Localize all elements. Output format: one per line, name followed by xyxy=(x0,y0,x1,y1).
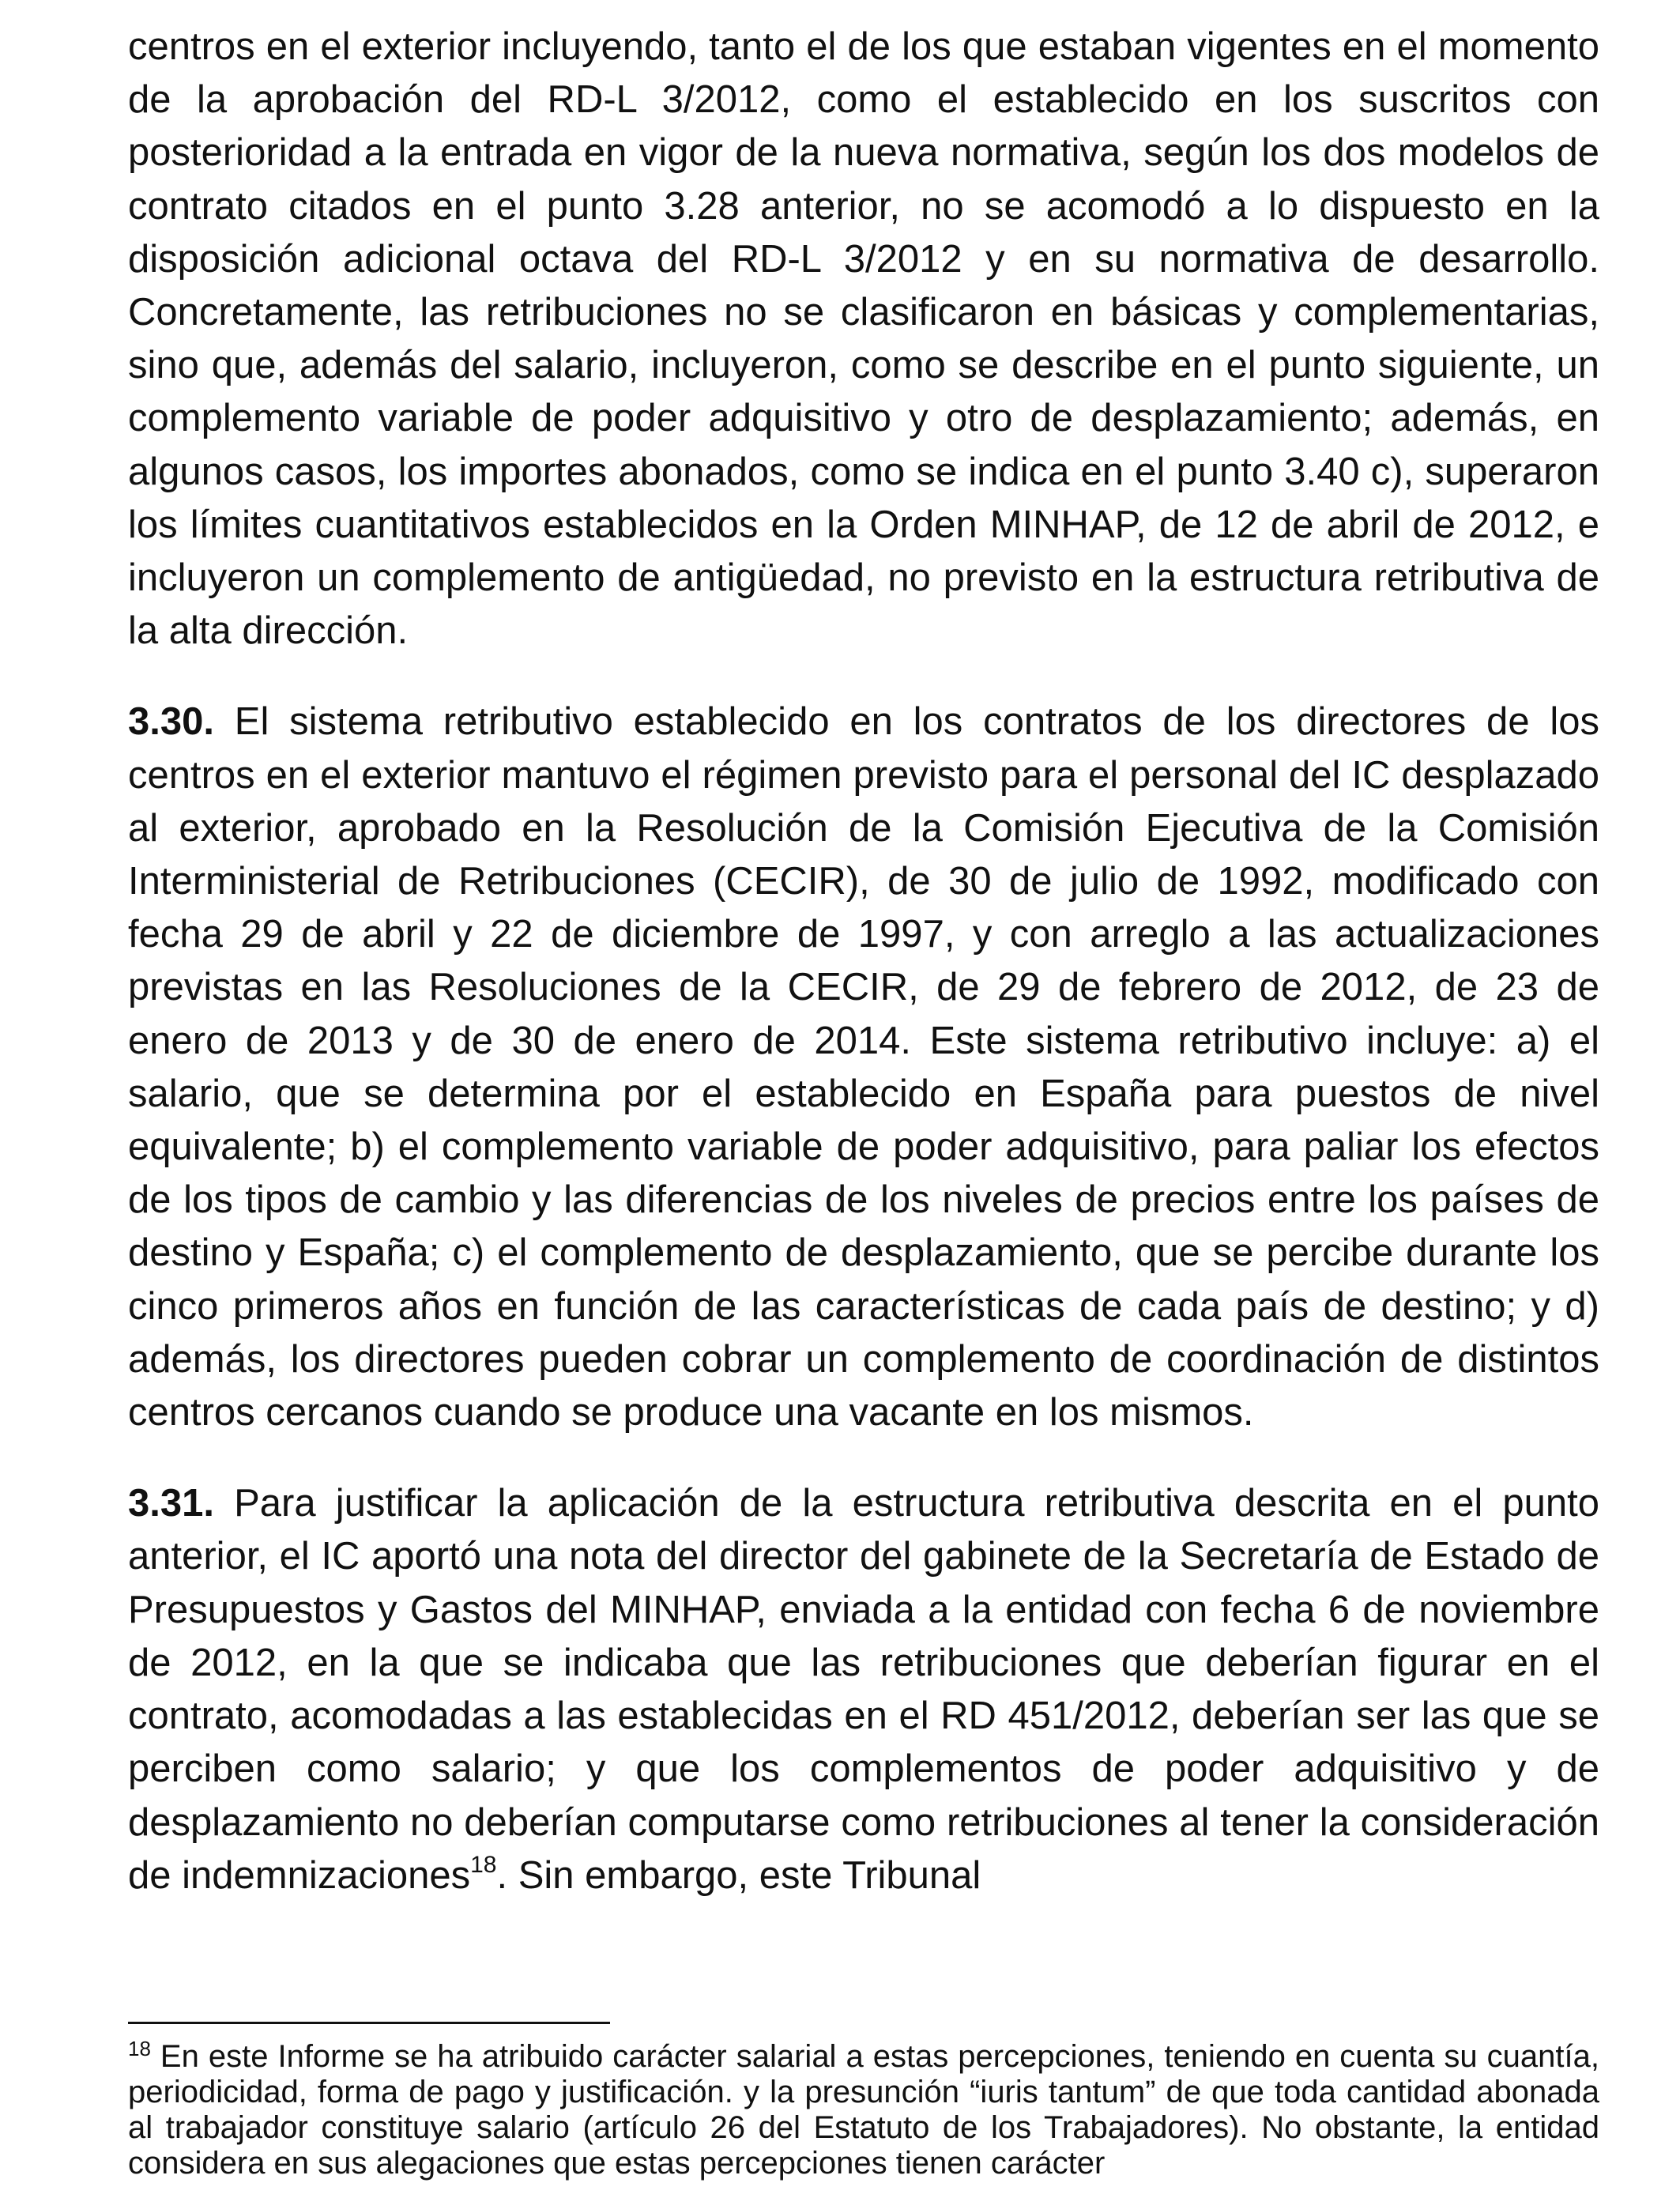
document-body xyxy=(128,21,1599,1902)
paragraph-number: 3.31. xyxy=(128,1482,214,1525)
footnote-reference[interactable]: 18 xyxy=(470,1851,497,1878)
paragraph-text: centros en el exterior incluyendo, tanto el de los que estaban vigentes en el momento de la aprobación del RD-L 3/2012, como el establecido en los suscritos con posterioridad a la entrada en vigor de la nueva normativa, según los dos modelos de contrato citados en el punto 3.28 anterior, no se acomodó a lo dispuesto en la disposición adicional octava del RD-L 3/2012 y en su normativa de desarrollo. Concretamente, las retribuciones no se clasificaron en básicas y complementarias, sino que, además del salario, incluyeron, como se describe en el punto siguiente, un complemento variable de poder adquisitivo y otro de desplazamiento; además, en algunos casos, los importes abonados, como se indica en el punto 3.40 c), superaron los límites cuantitativos establecidos en la Orden MINHAP, de 12 de abril de 2012, e incluyeron un complemento de antigüedad, no previsto en la estructura retributiva de la alta dirección. xyxy=(128,25,1599,653)
paragraph-continuation xyxy=(128,21,1599,658)
footnote-text: En este Informe se ha atribuido carácter salarial a estas percepciones, teniendo en cuenta su cuantía, periodicidad, forma de pago y justificación. y la presunción “iuris tantum” de que toda cantidad abonada al trabajador constituye salario (artículo 26 del Estatuto de los Trabajadores). No obstante, la entidad considera en sus alegaciones que estas percepciones tienen carácter xyxy=(128,2039,1599,2181)
paragraph-3-30 xyxy=(128,696,1599,1439)
paragraph-number: 3.30. xyxy=(128,700,214,744)
footnote-separator xyxy=(128,2022,610,2024)
paragraph-3-31 xyxy=(128,1477,1599,1902)
paragraph-text: El sistema retributivo establecido en los contratos de los directores de los centros en el exterior mantuvo el régimen previsto para el personal del IC desplazado al exterior, aprobado en la Resolución de la Comisión Ejecutiva de la Comisión Interministerial de Retribuciones (CECIR), de 30 de julio de 1992, modificado con fecha 29 de abril y 22 de diciembre de 1997, y con arreglo a las actualizaciones previstas en las Resoluciones de la CECIR, de 29 de febrero de 2012, de 23 de enero de 2013 y de 30 de enero de 2014. Este sistema retributivo incluye: a) el salario, que se determina por el establecido en España para puestos de nivel equivalente; b) el complemento variable de poder adquisitivo, para paliar los efectos de los tipos de cambio y las diferencias de los niveles de precios entre los países de destino y España; c) el complemento de desplazamiento, que se percibe durante los cinco primeros años en función de las características de cada país de destino; y d) además, los directores pueden cobrar un complemento de coordinación de distintos centros cercanos cuando se produce una vacante en los mismos. xyxy=(128,700,1599,1434)
footnote xyxy=(128,2039,1599,2181)
footnote-number: 18 xyxy=(128,2037,151,2060)
paragraph-text: Para justificar la aplicación de la estructura retributiva descrita en el punto anterior, el IC aportó una nota del director del gabinete de la Secretaría de Estado de Presupuestos y Gastos del MINHAP, enviada a la entidad con fecha 6 de noviembre de 2012, en la que se indicaba que las retribuciones que deberían figurar en el contrato, acomodadas a las establecidas en el RD 451/2012, deberían ser las que se perciben como salario; y que los complementos de poder adquisitivo y de desplazamiento no deberían computarse como retribuciones al tener la consideración de indemnizaciones xyxy=(128,1482,1599,1897)
paragraph-text-continued: . Sin embargo, este Tribunal xyxy=(496,1853,981,1897)
